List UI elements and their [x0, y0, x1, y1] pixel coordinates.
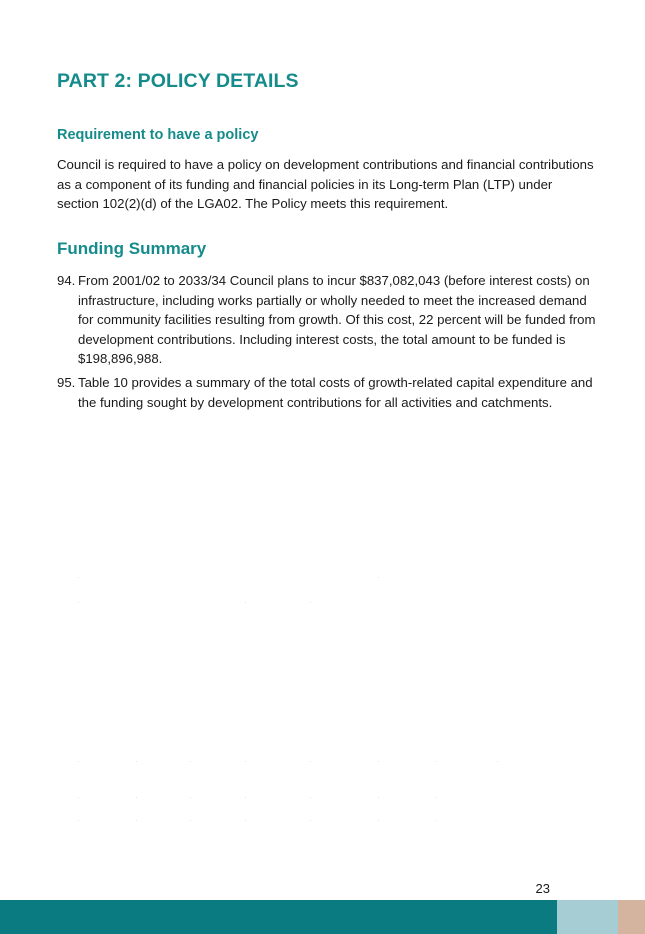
- artifact-dot: [310, 797, 311, 798]
- footer-band-tan: [618, 900, 645, 934]
- artifact-dot: [245, 761, 246, 762]
- artifact-dot: [78, 602, 79, 603]
- paragraph-number: 95.: [57, 375, 76, 390]
- artifact-dot: [190, 820, 191, 821]
- artifact-dot: [78, 797, 79, 798]
- artifact-dot: [136, 797, 137, 798]
- artifact-dot: [245, 797, 246, 798]
- page-number: 23: [535, 881, 550, 896]
- artifact-dot: [435, 761, 436, 762]
- artifact-dot: [310, 820, 311, 821]
- section-heading-funding-summary: Funding Summary: [57, 239, 207, 258]
- artifact-dot: [378, 761, 379, 762]
- artifact-dot: [78, 577, 79, 578]
- artifact-dot: [136, 761, 137, 762]
- artifact-dot: [136, 820, 137, 821]
- page-title: PART 2: POLICY DETAILS: [57, 70, 299, 92]
- section-heading-requirement: Requirement to have a policy: [57, 127, 259, 143]
- paragraph-text: From 2001/02 to 2033/34 Council plans to incur $837,082,043 (before interest costs) on infrastructure, including works partially or wholly needed to meet the increased demand for community facilities resulting from growth. Of this cost, 22 percent will be funded from development contributions. Including interest costs, the total amount to be funded is $198,896,988.: [78, 273, 596, 366]
- paragraph-text: Table 10 provides a summary of the total costs of growth-related capital expenditure and the funding sought by development contributions for all activities and catchments.: [78, 375, 593, 410]
- paragraph-number: 94.: [57, 273, 76, 288]
- artifact-dot: [78, 820, 79, 821]
- artifact-dot: [190, 761, 191, 762]
- numbered-paragraph-95: [57, 373, 597, 412]
- footer-band-light-blue: [557, 900, 618, 934]
- artifact-dot: [310, 602, 311, 603]
- artifact-dot: [378, 577, 379, 578]
- artifact-dot: [190, 797, 191, 798]
- footer-color-band: [0, 900, 645, 934]
- artifact-dot: [378, 797, 379, 798]
- numbered-paragraph-94: [57, 271, 597, 369]
- artifact-dot: [435, 820, 436, 821]
- requirement-paragraph: Council is required to have a policy on development contributions and financial contributions as a component of its funding and financial policies in its Long-term Plan (LTP) under section 102(2)(d) of the LGA02. The Policy meets this requirement.: [57, 157, 594, 211]
- footer-band-teal: [0, 900, 557, 934]
- artifact-dot: [497, 761, 498, 762]
- artifact-dot: [245, 602, 246, 603]
- artifact-dot: [378, 820, 379, 821]
- artifact-dot: [310, 761, 311, 762]
- artifact-dot: [245, 820, 246, 821]
- artifact-dot: [435, 797, 436, 798]
- artifact-dot: [78, 761, 79, 762]
